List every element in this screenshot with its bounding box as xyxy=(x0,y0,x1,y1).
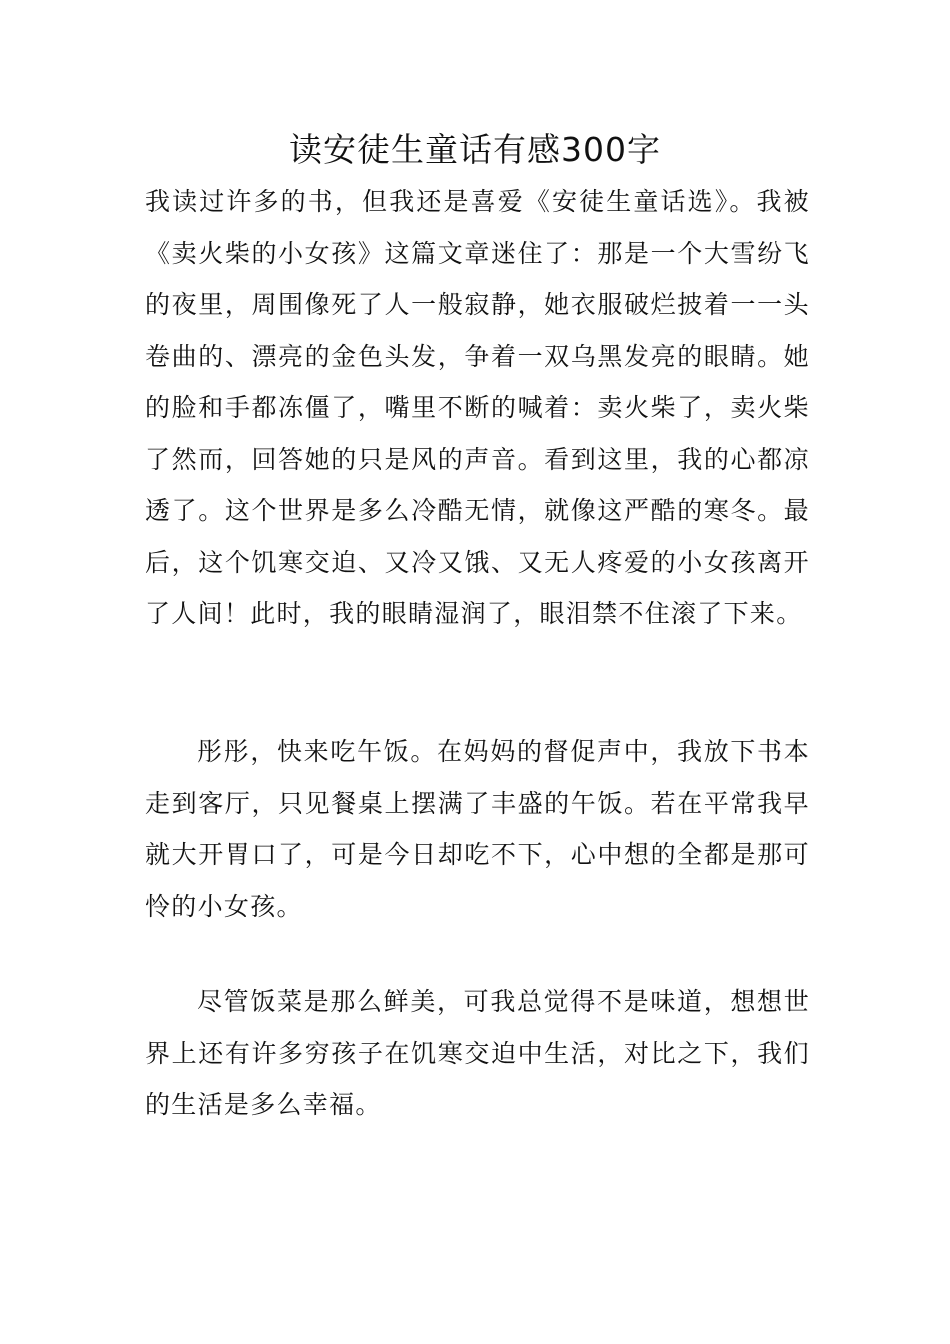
document-title: 读安徒生童话有感300字 xyxy=(289,130,661,169)
paragraph-1: 我读过许多的书，但我还是喜爱《安徒生童话选》。我被《卖火柴的小女孩》这篇文章迷住了：那是一个大雪纷飞的夜里，周围像死了人一般寂静，她衣服破烂披着一一头卷曲的、漂亮的金色头发，争着一双乌黑发亮的眼睛。她的脸和手都冻僵了，嘴里不断的喊着：卖火柴了，卖火柴了然而，回答她的只是风的声音。看到这里，我的心都凉透了。这个世界是多么冷酷无情，就像这严酷的寒冬。最后，这个饥寒交迫、又冷又饿、又无人疼爱的小女孩离开了人间！此时，我的眼睛湿润了，眼泪禁不住滚了下来。 xyxy=(145,187,810,628)
paragraph-3: 尽管饭菜是那么鲜美，可我总觉得不是味道，想想世界上还有许多穷孩子在饥寒交迫中生活，对比之下，我们的生活是多么幸福。 xyxy=(145,987,810,1119)
paragraph-2: 彤彤，快来吃午饭。在妈妈的督促声中，我放下书本走到客厅，只见餐桌上摆满了丰盛的午饭。若在平常我早就大开胃口了，可是今日却吃不下，心中想的全都是那可怜的小女孩。 xyxy=(145,737,810,921)
